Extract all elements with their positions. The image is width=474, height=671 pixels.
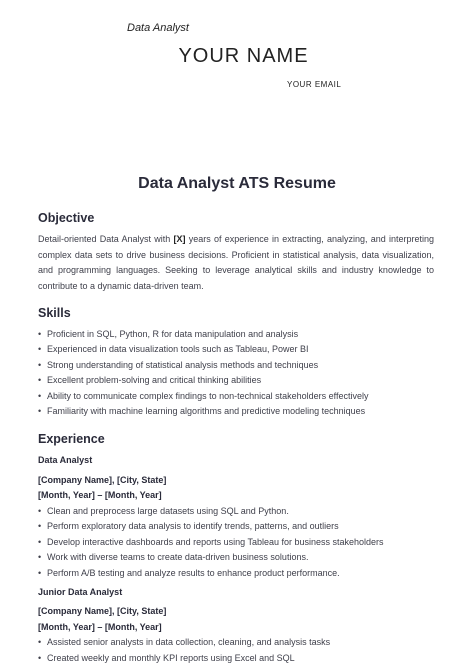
list-item (38, 373, 434, 388)
bullet-icon: • (38, 536, 42, 547)
skill-text: Proficient in SQL, Python, R for data manipulation and analysis (47, 329, 299, 339)
objective-placeholder: [X] (173, 234, 186, 244)
list-item (38, 358, 434, 373)
skills-list (38, 327, 434, 419)
header-email: YOUR EMAIL (287, 80, 342, 89)
list-item (38, 327, 434, 342)
list-item (38, 389, 434, 404)
list-item (38, 519, 434, 534)
list-item (38, 342, 434, 357)
duty-text: Perform exploratory data analysis to identify trends, patterns, and outliers (47, 521, 339, 532)
list-item (38, 535, 434, 550)
job-role: Junior Data Analyst (38, 586, 123, 597)
list-item (38, 404, 434, 419)
job-role: Data Analyst (38, 455, 93, 466)
experience-section (38, 431, 434, 666)
bullet-icon: • (38, 406, 42, 417)
bullet-icon: • (38, 505, 42, 516)
job-duties-list (38, 635, 434, 666)
resume-title: Data Analyst ATS Resume (138, 175, 336, 192)
skills-section (38, 305, 434, 419)
skill-text: Experienced in data visualization tools such as Tableau, Power BI (47, 344, 309, 355)
bullet-icon: • (38, 375, 42, 386)
bullet-icon: • (38, 637, 42, 648)
duty-text: Created weekly and monthly KPI reports using Excel and SQL (47, 652, 295, 663)
job-duties-list (38, 504, 434, 581)
bullet-icon: • (38, 652, 42, 663)
job-entry (38, 453, 434, 581)
list-item (38, 566, 434, 581)
duty-text: Develop interactive dashboards and reports using Tableau for business stakeholders (47, 536, 384, 547)
header-role: Data Analyst (127, 22, 189, 34)
skill-text: Strong understanding of statistical analysis methods and techniques (47, 359, 319, 370)
bullet-icon: • (38, 344, 42, 355)
bullet-icon: • (38, 329, 42, 339)
objective-heading: Objective (38, 211, 95, 225)
bullet-icon: • (38, 390, 42, 401)
bullet-icon: • (38, 567, 42, 578)
header-name: YOUR NAME (178, 45, 309, 67)
resume-content (38, 210, 434, 666)
list-item (38, 651, 434, 666)
job-company: [Company Name], [City, State] (38, 474, 167, 485)
objective-text-after: years of experience in extracting, analyzing, and interpreting complex data sets to drive business decisions. Proficient in statistical analysis, data visualization, and programming languages. Seeking to leverage analytical skills and industry knowledge to contribute to a dynamic data-driven team. (38, 234, 434, 291)
objective-text (38, 232, 434, 294)
job-entry (38, 585, 434, 666)
job-dates: [Month, Year] – [Month, Year] (38, 490, 162, 501)
job-company: [Company Name], [City, State] (38, 606, 167, 617)
duty-text: Clean and preprocess large datasets using SQL and Python. (47, 505, 289, 516)
duty-text: Perform A/B testing and analyze results to enhance product performance. (47, 567, 340, 578)
skill-text: Excellent problem-solving and critical thinking abilities (47, 375, 262, 386)
bullet-icon: • (38, 521, 42, 532)
skill-text: Familiarity with machine learning algorithms and predictive modeling techniques (47, 406, 366, 417)
experience-heading: Experience (38, 432, 105, 447)
objective-text-before: Detail-oriented Data Analyst with (38, 234, 174, 244)
skill-text: Ability to communicate complex findings to non-technical stakeholders effectively (47, 390, 369, 401)
list-item (38, 635, 434, 650)
skills-heading: Skills (38, 306, 71, 320)
bullet-icon: • (38, 552, 42, 563)
list-item (38, 550, 434, 565)
job-dates: [Month, Year] – [Month, Year] (38, 621, 162, 632)
duty-text: Assisted senior analysts in data collection, cleaning, and analysis tasks (47, 637, 331, 648)
duty-text: Work with diverse teams to create data-driven business solutions. (47, 552, 309, 563)
objective-section (38, 210, 434, 294)
list-item (38, 504, 434, 519)
bullet-icon: • (38, 359, 42, 370)
